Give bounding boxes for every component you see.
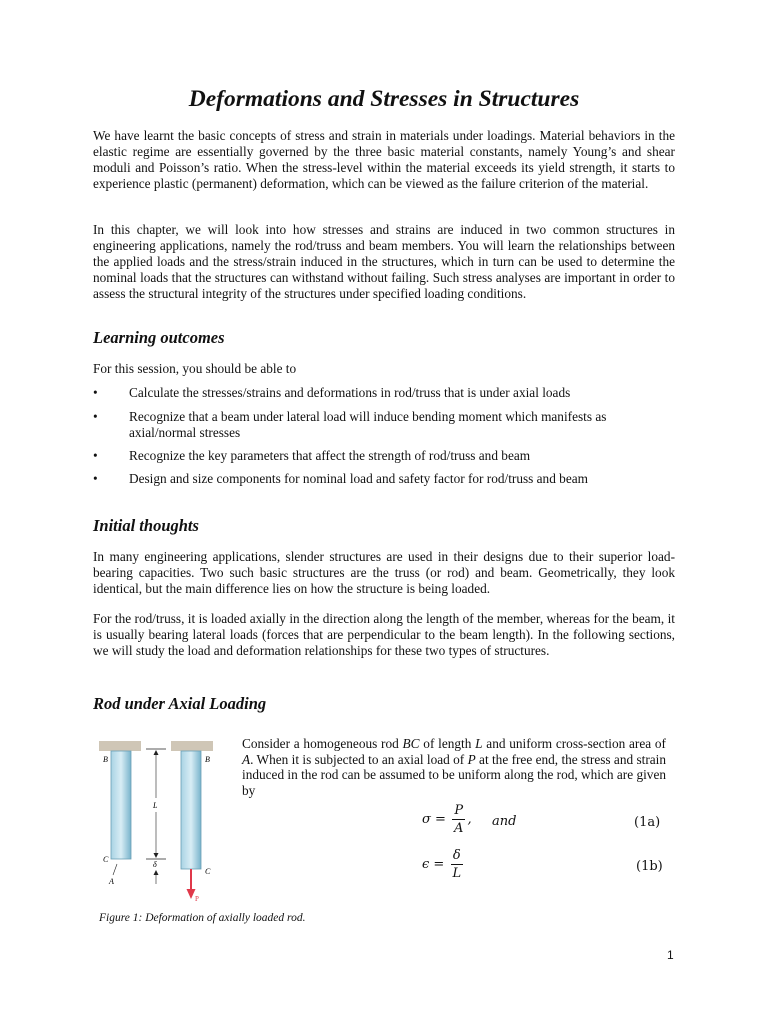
eq1-lhs: σ =	[422, 812, 446, 827]
text-run: at the free end, the stress and strain induced in the rod can be assumed to be uniform along the rod, which are given by	[242, 751, 667, 798]
text-run: Consider a homogeneous rod	[242, 736, 403, 751]
eq2-fraction	[450, 848, 463, 881]
eq1-denominator: A	[454, 821, 464, 836]
label-C-right: C	[205, 867, 211, 876]
label-delta: δ	[153, 860, 157, 869]
label-L: L	[153, 801, 158, 810]
rod-deformed	[181, 751, 201, 869]
label-P: P	[195, 895, 199, 903]
bullet-marker: •	[93, 471, 98, 486]
fixed-support-left	[99, 741, 141, 751]
fixed-support-right	[171, 741, 213, 751]
bullet-marker: •	[93, 409, 98, 424]
variable-BC: BC	[402, 736, 420, 751]
label-C-left: C	[103, 855, 109, 864]
label-A: A	[109, 877, 114, 886]
variable-A: A	[242, 751, 251, 767]
equation-number-1a: (1a)	[634, 815, 661, 830]
list-item-text: Design and size components for nominal load and safety factor for rod/truss and beam	[129, 471, 588, 486]
list-item-text: Recognize the key parameters that affect the strength of rod/truss and beam	[129, 448, 531, 463]
equation-1a	[422, 803, 472, 836]
section-heading-learning-outcomes: Learning outcomes	[93, 328, 225, 347]
document-title: Deformations and Stresses in Structures	[188, 86, 580, 112]
section-heading-initial-thoughts: Initial thoughts	[93, 516, 199, 535]
eq2-numerator: δ	[452, 848, 461, 863]
learning-outcomes-lead: For this session, you should be able to	[93, 361, 297, 376]
equation-and: and	[492, 814, 517, 829]
variable-P: P	[467, 751, 476, 767]
bullet-marker: •	[93, 448, 98, 463]
eq2-lhs: ϵ =	[422, 857, 445, 872]
figure-caption: Figure 1: Deformation of axially loaded rod.	[99, 912, 306, 924]
equation-number-1b: (1b)	[636, 859, 663, 874]
arrowhead-icon	[154, 853, 159, 858]
bullet-marker: •	[93, 385, 98, 400]
eq1-fraction	[452, 803, 465, 836]
eq1-numerator: P	[454, 803, 464, 818]
arrowhead-icon	[154, 750, 159, 755]
equation-1b	[422, 848, 465, 881]
label-B-left: B	[103, 755, 108, 764]
leader-line-A	[113, 864, 117, 875]
section-heading-rod-axial-loading: Rod under Axial Loading	[93, 694, 267, 713]
initial-thoughts-paragraph-2: For the rod/truss, it is loaded axially in the direction along the length of the member, whereas for the beam, it is usually bearing lateral loads (forces that are perpendicular to the beam length). In the following sections, we will study the load and deformation relationships for these two types of structures.	[93, 611, 675, 658]
arrowhead-icon	[154, 870, 159, 875]
rod-description	[242, 736, 666, 798]
intro-paragraph-2: In this chapter, we will look into how stresses and strains are induced in two common structures in engineering applications, namely the rod/truss and beam members. You will learn the relationships between the applied loads and the stress/strain induced in the structures, which in turn can be used to determine the nominal loads that the structures can withstand without failing. Such stress analyses are important in order to assess the structural integrity of the structures under specified loading conditions.	[93, 222, 675, 301]
list-item-text: Calculate the stresses/strains and deformations in rod/truss that is under axial loads	[129, 385, 571, 400]
text-run: . When it is subjected to an axial load of	[250, 751, 468, 767]
label-B-right: B	[205, 755, 210, 764]
text-run: of length	[419, 736, 476, 751]
eq2-denominator: L	[452, 866, 462, 881]
initial-thoughts-paragraph-1: In many engineering applications, slender structures are used in their designs due to their superior load-bearing capacities. Two such basic structures are the truss (or rod) and beam. Geometrically, they look identical, but the main difference lies on how the structure is being loaded.	[93, 549, 675, 596]
list-item-text: Recognize that a beam under lateral load will induce bending moment which manifests as axial/normal stresses	[129, 409, 607, 440]
rod-undeformed	[111, 751, 131, 859]
variable-L: L	[475, 736, 483, 751]
rod-deformation-figure	[95, 734, 220, 904]
page-number: 1	[667, 948, 674, 962]
eq1-comma: ,	[467, 812, 472, 827]
intro-paragraph-1: We have learnt the basic concepts of stress and strain in materials under loadings. Material behaviors in the elastic regime are essentially governed by the three basic material constants, namely Young’s and shear moduli and Poisson’s ratio. When the stress-level within the material exceeds its yield strength, it starts to experience plastic (permanent) deformation, which can be viewed as the failure criterion of the material.	[93, 128, 675, 191]
text-run: and uniform cross-section area of	[482, 736, 666, 751]
